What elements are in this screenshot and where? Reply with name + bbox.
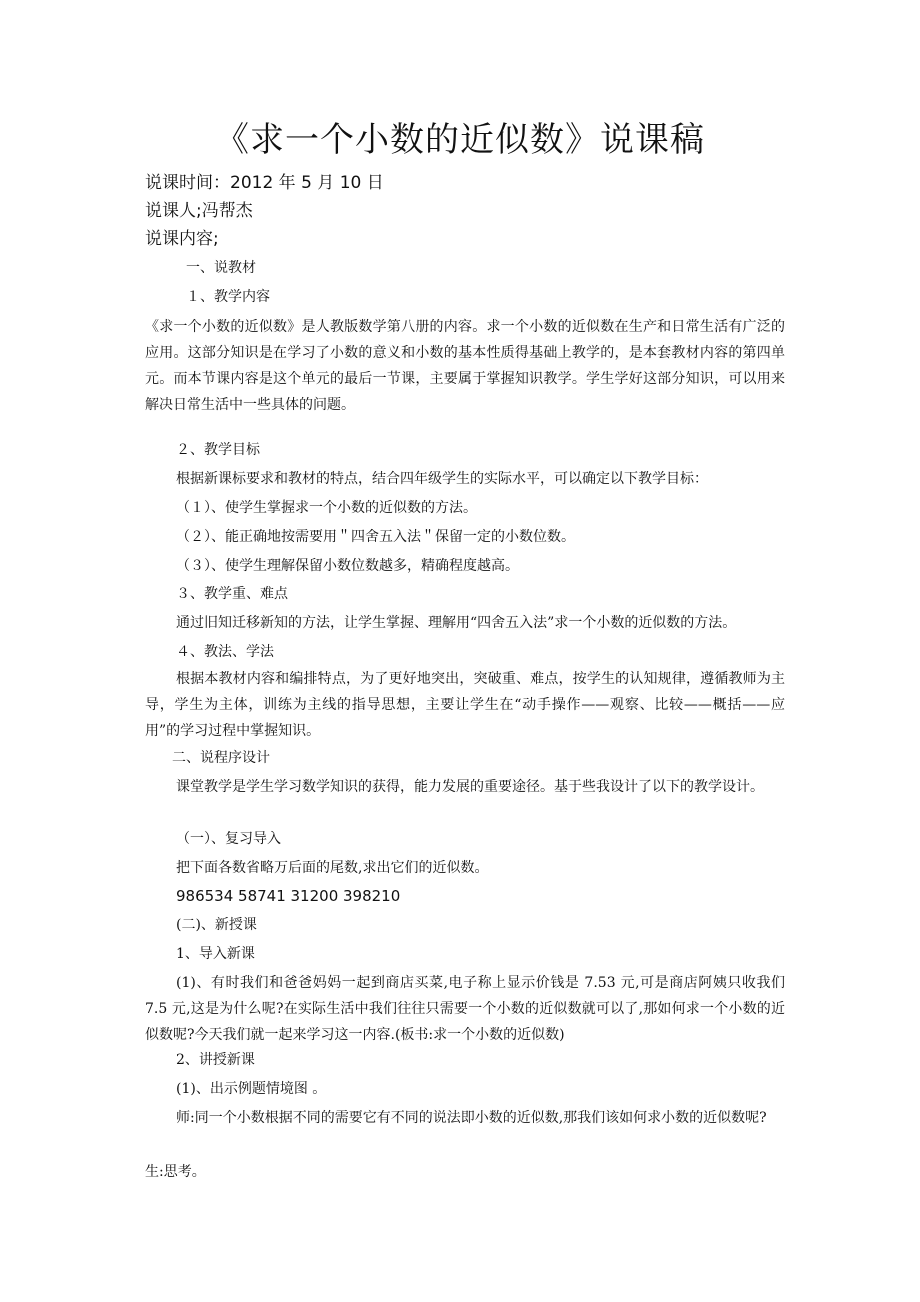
subheading-new-lesson: (二)、新授课 bbox=[176, 917, 257, 933]
lecture-content-label: 说课内容; bbox=[145, 229, 219, 249]
paragraph-procedure-intro: 课堂教学是学生学习数学知识的获得，能力发展的重要途径。基于些我设计了以下的教学设计。 bbox=[176, 779, 764, 795]
subheading-methods: ４、教法、学法 bbox=[176, 644, 274, 660]
paragraph-student-response: 生:思考。 bbox=[145, 1164, 206, 1180]
subheading-key-difficult-points: ３、教学重、难点 bbox=[176, 586, 288, 602]
subheading-teaching-content: １、教学内容 bbox=[186, 289, 270, 305]
subheading-teaching-goals: ２、教学目标 bbox=[176, 442, 260, 458]
paragraph-goals-intro: 根据新课标要求和教材的特点，结合四年级学生的实际水平，可以确定以下教学目标： bbox=[176, 471, 708, 487]
lecture-time: 说课时间：2012 年 5 月 10 日 bbox=[145, 173, 384, 193]
paragraph-teacher-question: 师:同一个小数根据不同的需要它有不同的说法即小数的近似数,那我们该如何求小数的近似数呢? bbox=[176, 1110, 767, 1126]
review-numbers: 986534 58741 31200 398210 bbox=[176, 887, 401, 905]
lecturer: 说课人;冯帮杰 bbox=[145, 201, 253, 221]
subheading-teach-lesson: 2、讲授新课 bbox=[176, 1052, 255, 1068]
paragraph-review-task: 把下面各数省略万后面的尾数,求出它们的近似数。 bbox=[176, 860, 489, 876]
goal-item-3: （３）、使学生理解保留小数位数越多，精确程度越高。 bbox=[176, 558, 519, 574]
paragraph-key-points: 通过旧知迁移新知的方法，让学生掌握、理解用“四舍五入法”求一个小数的近似数的方法。 bbox=[176, 615, 737, 631]
paragraph-methods: 根据本教材内容和编排特点，为了更好地突出，突破重、难点，按学生的认知规律，遵循教师为主导，学生为主体，训练为主线的指导思想，主要让学生在“动手操作——观察、比较——概括——应用”的学习过程中掌握知识。 bbox=[145, 671, 785, 739]
document-title: 《求一个小数的近似数》说课稿 bbox=[215, 120, 705, 160]
goal-item-1: （１）、使学生掌握求一个小数的近似数的方法。 bbox=[176, 500, 477, 516]
subheading-introduce-lesson: 1、导入新课 bbox=[176, 946, 255, 962]
subheading-review: （一）、复习导入 bbox=[176, 831, 281, 847]
section-heading-teaching-material: 一、说教材 bbox=[186, 260, 256, 276]
section-heading-procedure: 二、说程序设计 bbox=[172, 750, 270, 766]
paragraph-example-scene: (1)、出示例题情境图 。 bbox=[176, 1081, 327, 1097]
paragraph-teaching-content: 《求一个小数的近似数》是人教版数学第八册的内容。求一个小数的近似数在生产和日常生活有广泛的应用。这部分知识是在学习了小数的意义和小数的基本性质得基础上教学的，是本套教材内容的第四单元。而本节课内容是这个单元的最后一节课，主要属于掌握知识教学。学生学好这部分知识，可以用来解决日常生活中一些具体的问题。 bbox=[145, 319, 785, 413]
paragraph-introduce-lesson: (1)、有时我们和爸爸妈妈一起到商店买菜,电子称上显示价钱是 7.53 元,可是商店阿姨只收我们 7.5 元,这是为什么呢?在实际生活中我们往往只需要一个小数的近似数就可以了,那如何求一个小数的近似数呢?今天我们就一起来学习这一内容.(板书:求一个小数的近似数) bbox=[145, 975, 785, 1043]
goal-item-2: （２）、能正确地按需要用＂四舍五入法＂保留一定的小数位数。 bbox=[176, 529, 575, 545]
